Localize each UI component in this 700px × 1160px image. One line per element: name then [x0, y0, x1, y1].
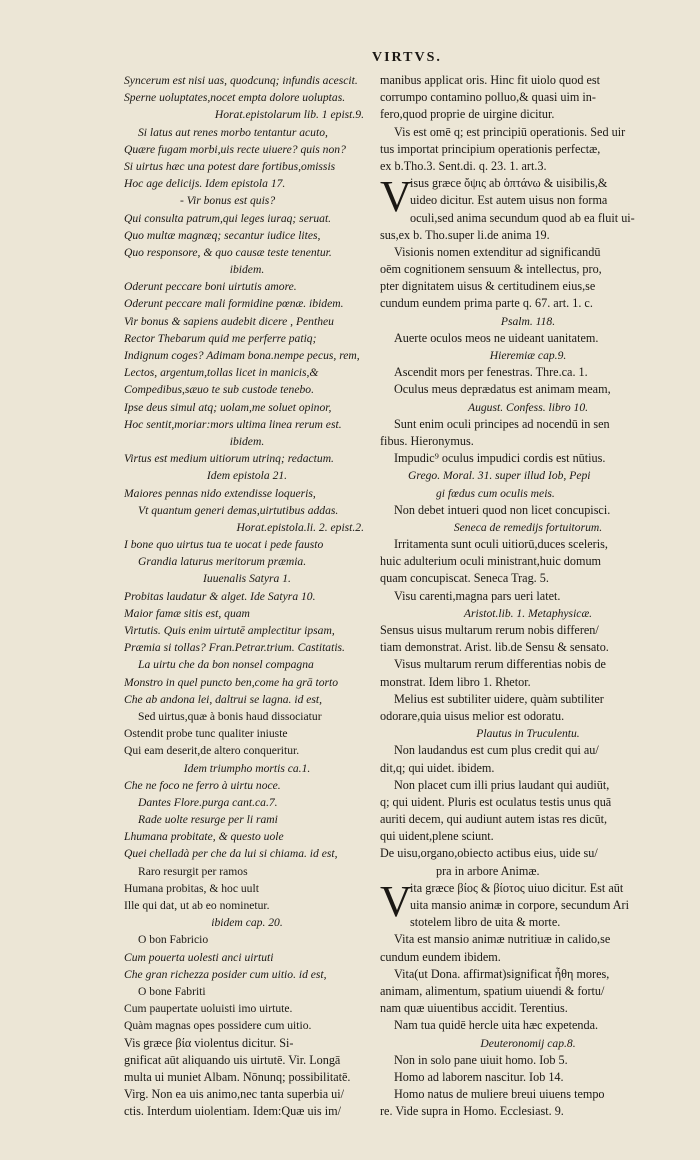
text-line: Quære fugam morbi,uis recte uiuere? quis non?	[124, 142, 346, 156]
text-line: Rector Thebarum quid me perferre patiq;	[124, 331, 317, 345]
text-line: Deuteronomij cap.8.	[480, 1036, 576, 1050]
text-line: Cum paupertate uoluisti imo uirtute.	[124, 1002, 293, 1016]
text-line: Compedibus,sæuo te sub custode tenebo.	[124, 383, 314, 397]
text-line: Cum pouerta uolesti anci uirtuti	[124, 950, 274, 964]
text-line: Vir bonus & sapiens audebit dicere , Pentheu	[124, 314, 334, 328]
text-line: Melius est subtiliter uidere, quàm subtiliter	[394, 691, 604, 706]
right-column-top	[380, 72, 676, 175]
text-line: Virtus est medium uitiorum utrinq; redactum.	[124, 452, 334, 466]
text-line: Non laudandus est cum plus credit qui au/	[394, 743, 599, 758]
text-line: pter dignitatem uisus & certitudinem eius,se	[380, 279, 596, 294]
text-line: Virg. Non ea uis animo,nec tanta superbia ui/	[124, 1087, 345, 1102]
text-line: ibidem cap. 20.	[211, 916, 283, 930]
text-line: Dantes Flore.purga cant.ca.7.	[138, 795, 278, 809]
left-column	[124, 72, 370, 1120]
text-line: Raro resurgit per ramos	[138, 864, 248, 878]
text-line: fero,quod proprie de uirgine dicitur.	[380, 107, 555, 122]
text-line: q; qui uident. Pluris est oculatus testis unus quā	[380, 794, 612, 809]
text-line: Che ne foco ne ferro à uirtu noce.	[124, 778, 281, 792]
text-line: Non in solo pane uiuit homo. Iob 5.	[394, 1052, 568, 1067]
text-line: Vita est mansio animæ nutritiuæ in calido,se	[394, 932, 611, 947]
text-line: dit,q; qui uidet. ibidem.	[380, 760, 495, 775]
running-head: VIRTVS.	[372, 50, 442, 65]
text-line: ibidem.	[229, 434, 265, 448]
dropcap-letter: V	[380, 172, 412, 222]
text-line: Homo natus de muliere breui uiuens tempo	[394, 1087, 605, 1102]
dropcap-line: isus græce ὄψις ab ὀπτάνω & uisibilis,&	[410, 176, 608, 191]
text-line: Sperne uoluptates,nocet empta dolore uoluptas.	[124, 91, 346, 105]
text-line: Non debet intueri quod non licet concupisci.	[394, 502, 611, 517]
text-line: Hieremiæ cap.9.	[489, 349, 567, 362]
text-line: fibus. Hieronymus.	[380, 433, 474, 448]
text-line: Præmia si tollas? Fran.Petrar.trium. Castitatis.	[124, 641, 345, 655]
text-line: Seneca de remedijs fortuitorum.	[453, 520, 603, 534]
text-line: sus,ex b. Tho.super li.de anima 19.	[380, 227, 550, 242]
text-line: Irritamenta sunt oculi uitiorū,duces sceleris,	[394, 537, 608, 552]
text-line: Lhumana probitate, & questo uole	[124, 830, 284, 844]
text-line: corrumpo contamino polluo,& quasi uim in-	[380, 90, 596, 105]
text-line: Ostendit probe tunc qualiter iniuste	[124, 727, 288, 741]
text-line: Vita(ut Dona. affirmat)significat ἦθη mores,	[394, 966, 610, 981]
text-line: Sed uirtus,quæ à bonis haud dissociatur	[138, 709, 322, 723]
text-line: Quo multæ magnæq; secantur iudice lites,	[124, 228, 321, 242]
text-line: odorare,quia uisus melior est odoratu.	[380, 708, 565, 723]
text-line: auriti decem, qui audiunt autem istas res dicūt,	[380, 812, 608, 827]
right-column	[380, 72, 676, 1120]
text-line: - Vir bonus est quis?	[180, 194, 276, 208]
right-column-middle	[380, 227, 676, 880]
text-line: Grandia laturus meritorum præmia.	[138, 555, 307, 569]
text-line: Aristot.lib. 1. Metaphysicæ.	[463, 606, 593, 620]
text-line: Qui consulta patrum,qui leges iuraq; seruat.	[124, 211, 332, 225]
text-line: oēm cognitionem sensuum & intellectus, pro,	[380, 262, 602, 277]
text-line: Oculus meus deprædatus est animam meam,	[394, 382, 611, 397]
text-line: Lectos, argentum,tollas licet in manicis,&	[124, 366, 319, 380]
text-line: Nam tua quidē hercle uita hæc expetenda.	[394, 1018, 599, 1033]
text-line: tus importat principium operationis perfectæ,	[380, 141, 601, 156]
text-line: Iuuenalis Satyra 1.	[203, 572, 291, 586]
text-line: Qui eam deserit,de altero conqueritur.	[124, 744, 300, 758]
text-line: nam quæ uiuentibus accidit. Terentius.	[380, 1001, 568, 1016]
text-line: Ille qui dat, ut ab eo nominetur.	[124, 899, 270, 912]
text-line: Monstro in quel puncto ben,come ha grā torto	[124, 675, 339, 689]
text-line: Idem triumpho mortis ca.1.	[183, 761, 311, 775]
text-line: De uisu,organo,obiecto actibus eius, uide su/	[380, 846, 598, 861]
text-line: Non placet cum illi prius laudant qui audiūt,	[394, 777, 610, 792]
right-column-bottom	[380, 931, 676, 1120]
text-line: Plautus in Truculentu.	[476, 727, 580, 741]
text-line: Auerte oculos meos ne uideant uanitatem.	[394, 330, 599, 345]
text-line: animam, alimentum, spatium uiuendi & fortu/	[380, 983, 605, 998]
text-line: Idem epistola 21.	[206, 469, 288, 483]
text-line: Quàm magnas opes possidere cum uitio.	[124, 1019, 312, 1033]
text-line: La uirtu che da bon nonsel compagna	[138, 658, 314, 672]
text-line: Quei chelladà per che da lui si chiama. id est,	[124, 847, 338, 861]
text-line: cundum eundem prima parte q. 67. art. 1. c.	[380, 296, 593, 311]
text-line: Che ab andona lei, daltrui se lagna. id est,	[124, 692, 323, 706]
text-line: Indignum coges? Adimam bona.nempe pecus, rem,	[124, 349, 360, 362]
text-line: Hoc age delicijs. Idem epistola 17.	[124, 177, 286, 191]
text-line: Horat.epistola.li. 2. epist.2.	[236, 520, 364, 534]
text-line: Virtutis. Quis enim uirtutē amplectitur ipsam,	[124, 624, 335, 637]
text-line: Maior famæ sitis est, quam	[124, 606, 250, 620]
text-line: re. Vide supra in Homo. Ecclesiast. 9.	[380, 1104, 564, 1119]
text-line: quam concupiscat. Seneca Trag. 5.	[380, 571, 549, 586]
text-line: Si uirtus hæc una potest dare fortibus,omissis	[124, 159, 336, 173]
dropcap-block-vita	[380, 876, 676, 932]
text-line: ex b.Tho.3. Sent.di. q. 23. 1. art.3.	[380, 158, 547, 173]
text-line: Vt quantum generi demas,uirtutibus addas.	[138, 503, 339, 517]
dropcap-line: uita mansio animæ in corpore, secundum Ari	[410, 898, 629, 912]
dropcap-line: oculi,sed anima secundum quod ab ea fluit ui-	[410, 210, 635, 225]
text-line: tiam demonstrat. Arist. lib.de Sensu & sensato.	[380, 640, 609, 655]
text-line: qui uident,plene sciunt.	[380, 829, 494, 844]
text-line: Vis est omē q; est principiū operationis. Sed uir	[394, 124, 626, 139]
text-line: Psalm. 118.	[500, 314, 556, 328]
dropcap-line: ita græce βίος & βίοτος uiuo dicitur. Est aūt	[410, 880, 624, 895]
text-line: Humana probitas, & hoc uult	[124, 881, 259, 895]
text-line: Syncerum est nisi uas, quodcunq; infundis acescit.	[124, 74, 358, 87]
text-line: Impudic⁹ oculus impudici cordis est nūtius.	[394, 451, 606, 466]
text-line: multa ui muniet Albam. Nōnunq; possibilitatē.	[124, 1069, 351, 1084]
dropcap-block-visus	[380, 172, 676, 227]
text-line: Homo ad laborem nascitur. Iob 14.	[394, 1069, 564, 1084]
text-line: Horat.epistolarum lib. 1 epist.9.	[214, 108, 364, 122]
text-line: ibidem.	[229, 263, 265, 277]
text-line: gnificat aūt aliquando uis uirtutē. Vir. Longā	[124, 1052, 341, 1067]
text-line: Quo responsore, & quo causæ teste tenentur.	[124, 245, 332, 259]
text-line: I bone quo uirtus tua te uocat i pede fausto	[124, 538, 324, 552]
text-line: cundum eundem ibidem.	[380, 949, 501, 964]
text-line: Sensus uisus multarum rerum nobis differen/	[380, 623, 599, 637]
text-line: ctis. Interdum uiolentiam. Idem:Quæ uis im/	[124, 1104, 341, 1119]
text-line: pra in arbore Animæ.	[436, 863, 540, 878]
text-line: Visu carenti,magna pars ueri latet.	[394, 588, 561, 603]
dropcap-line: uideo dicitur. Est autem uisus non forma	[410, 193, 608, 208]
text-line: gi fœdus cum oculis meis.	[436, 486, 555, 500]
dropcap-letter: V	[380, 876, 412, 926]
text-line: Ipse deus simul atq; uolam,me soluet opinor,	[124, 400, 332, 414]
text-line: Che gran richezza posider cum uitio. id est,	[124, 967, 327, 981]
text-line: Grego. Moral. 31. super illud Iob, Pepi	[408, 469, 591, 483]
text-line: huic adulterium oculi ministrant,huic domum	[380, 554, 602, 569]
text-line: Sunt enim oculi principes ad nocendū in sen	[394, 416, 610, 431]
text-line: Ascendit mors per fenestras. Thre.ca. 1.	[394, 365, 588, 380]
text-line: Si latus aut renes morbo tentantur acuto,	[138, 125, 328, 139]
text-line: O bon Fabricio	[138, 933, 209, 947]
text-line: O bone Fabriti	[138, 984, 206, 998]
text-line: Probitas laudatur & alget. Ide Satyra 10.	[124, 589, 316, 603]
text-line: Maiores pennas nido extendisse loqueris,	[124, 486, 316, 500]
text-line: Rade uolte resurge per li rami	[138, 813, 278, 827]
text-line: August. Confess. libro 10.	[467, 400, 589, 414]
text-line: Visus multarum rerum differentias nobis de	[394, 657, 606, 672]
text-line: Oderunt peccare boni uirtutis amore.	[124, 280, 297, 294]
text-line: Hoc sentit,moriar:mors ultima linea rerum est.	[124, 417, 342, 431]
dropcap-line: stotelem libro de uita & morte.	[410, 915, 561, 930]
text-line: Vis græce βία violentus dicitur. Si-	[124, 1035, 294, 1050]
text-line: manibus applicat oris. Hinc fit uiolo quod est	[380, 73, 601, 87]
text-line: Visionis nomen extenditur ad significandū	[394, 244, 601, 259]
text-line: Oderunt peccare mali formidine pœnæ. ibidem.	[124, 297, 344, 311]
text-line: monstrat. Idem libro 1. Rhetor.	[380, 674, 531, 689]
